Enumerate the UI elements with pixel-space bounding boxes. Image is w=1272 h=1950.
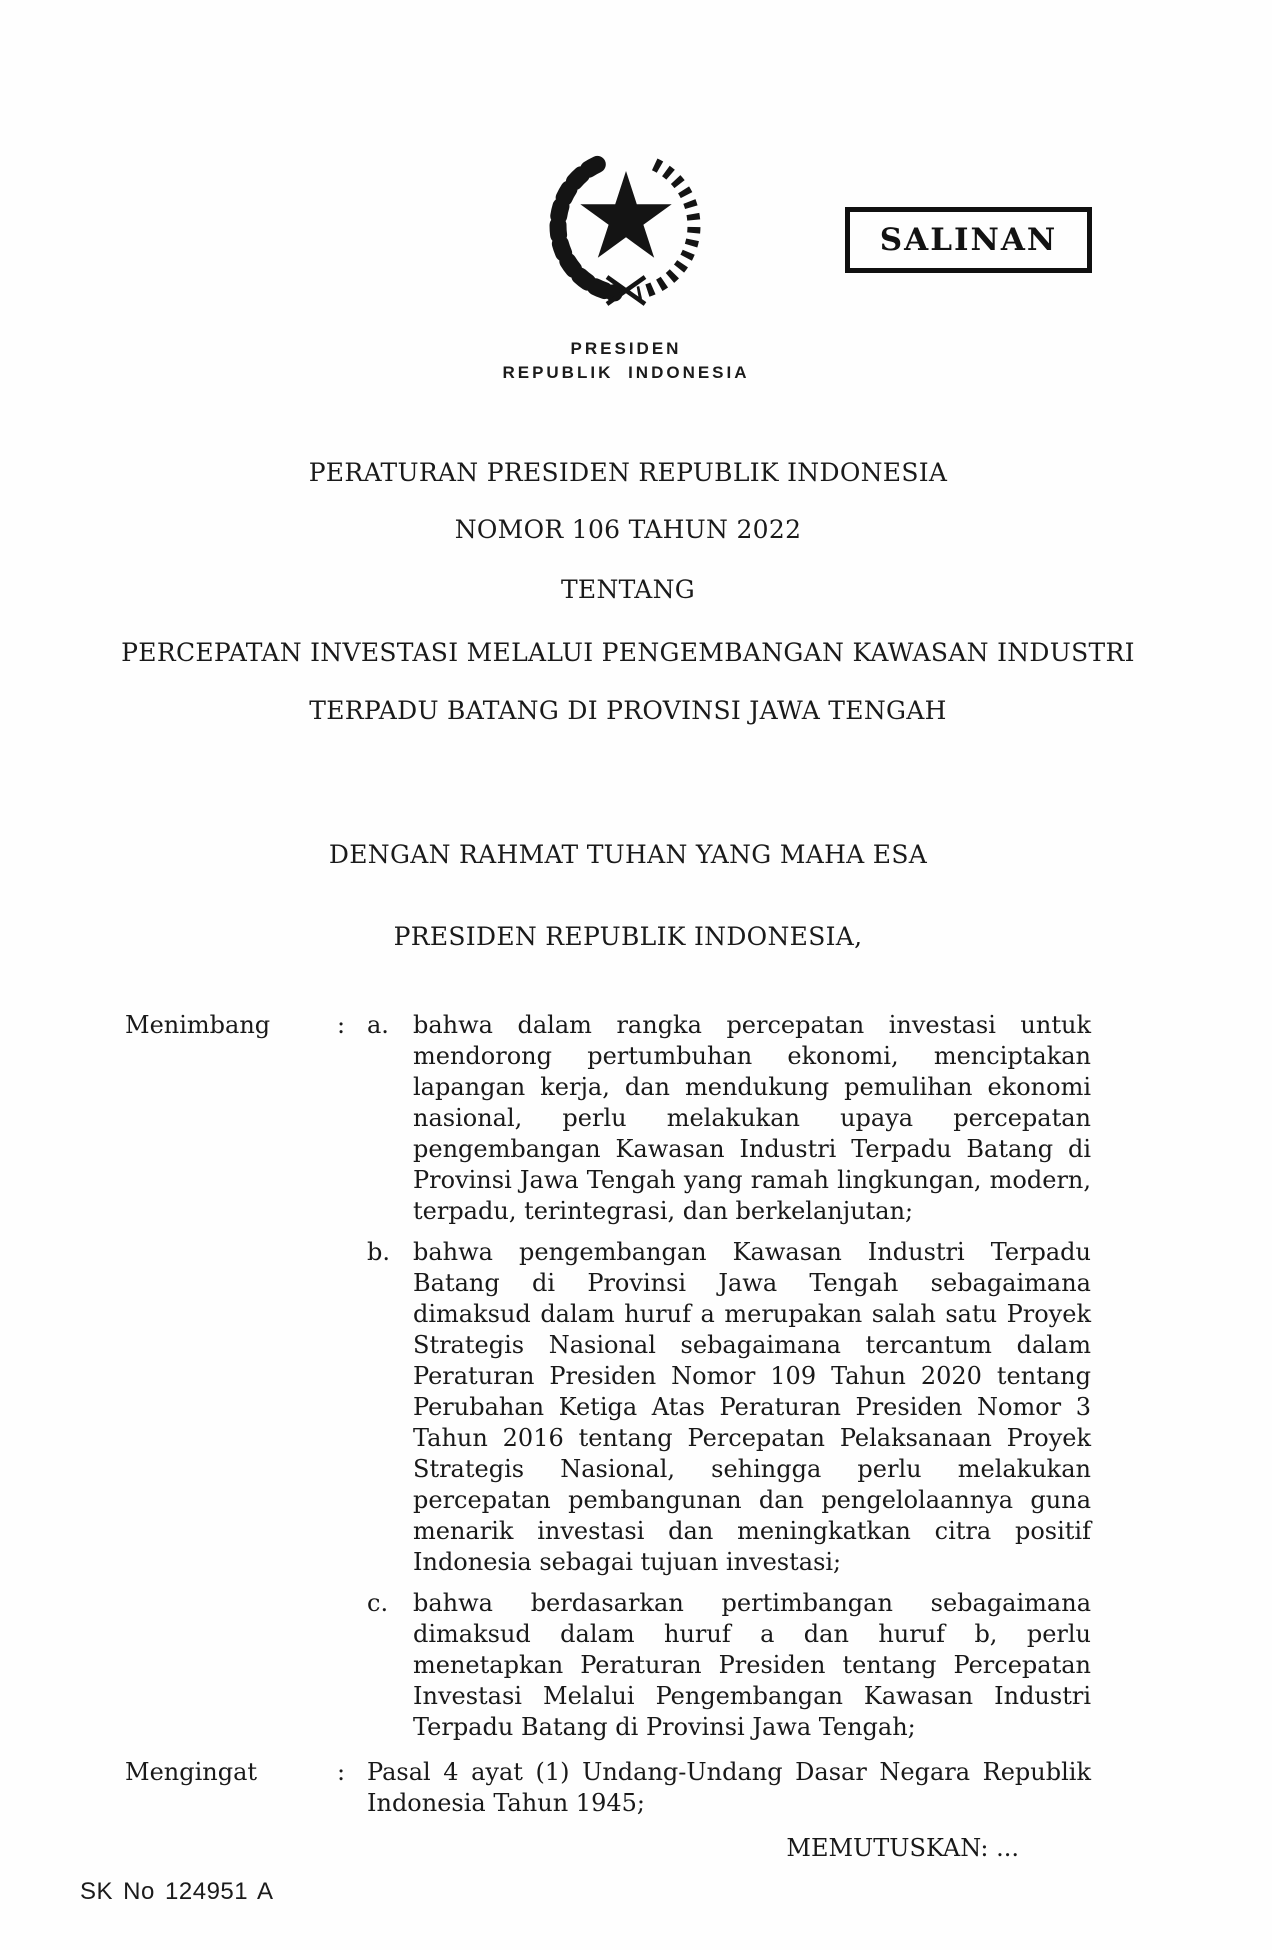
item-text: bahwa dalam rangka percepatan investasi untuk mendorong pertumbuhan ekonomi, menciptakan lapangan kerja, dan mendukung pemulihan ekonomi nasional, perlu melakukan upaya percepatan pengembangan Kawasan Industri Terpadu Batang di Provinsi Jawa Tengah yang ramah lingkungan, modern, terpadu, terintegrasi, dan berkelanjutan; <box>413 1011 1091 1225</box>
considering-item-a <box>367 1010 1105 1227</box>
star-wreath-icon <box>541 140 711 312</box>
item-marker: c. <box>367 1589 389 1617</box>
item-marker: b. <box>367 1238 390 1266</box>
considering-label: Menimbang <box>125 1011 271 1039</box>
sk-number: SK No 124951 A <box>80 1878 274 1905</box>
letterhead-presiden: PRESIDEN <box>570 339 682 358</box>
regulation-subject-line-2: TERPADU BATANG DI PROVINSI JAWA TENGAH <box>309 696 947 725</box>
considering-items <box>367 1010 1105 1753</box>
document-body <box>125 1010 1105 1864</box>
preamble-authority: PRESIDEN REPUBLIK INDONESIA, <box>393 922 863 951</box>
presidential-emblem <box>541 140 711 312</box>
letterhead-republik-indonesia: REPUBLIK INDONESIA <box>502 363 750 382</box>
decision-line: MEMUTUSKAN: ... <box>786 1834 1019 1862</box>
considering-item-c <box>367 1588 1105 1743</box>
regulation-subject-line-1: PERCEPATAN INVESTASI MELALUI PENGEMBANGAN KAWASAN INDUSTRI <box>121 638 1135 667</box>
recalling-section <box>125 1757 1105 1819</box>
regulation-number: NOMOR 106 TAHUN 2022 <box>454 515 802 544</box>
considering-item-b <box>367 1237 1105 1578</box>
item-text: bahwa pengembangan Kawasan Industri Terpadu Batang di Provinsi Jawa Tengah sebagaimana dimaksud dalam huruf a merupakan salah satu Proyek Strategis Nasional sebagaimana tercantum dalam Peraturan Presiden Nomor 109 Tahun 2020 tentang Perubahan Ketiga Atas Peraturan Presiden Nomor 3 Tahun 2016 tentang Percepatan Pelaksanaan Proyek Strategis Nasional, sehingga perlu melakukan percepatan pembangunan dan pengelolaannya guna menarik investasi dan meningkatkan citra positif Indonesia sebagai tujuan investasi; <box>413 1238 1091 1576</box>
salinan-stamp <box>845 207 1092 273</box>
tentang-label: TENTANG <box>560 575 696 604</box>
item-text: bahwa berdasarkan pertimbangan sebagaimana dimaksud dalam huruf a dan huruf b, perlu menetapkan Peraturan Presiden tentang Percepatan Investasi Melalui Pengembangan Kawasan Industri Terpadu Batang di Provinsi Jawa Tengah; <box>413 1589 1091 1741</box>
recalling-label: Mengingat <box>125 1758 258 1786</box>
preamble-invocation: DENGAN RAHMAT TUHAN YANG MAHA ESA <box>328 840 928 869</box>
recalling-text: Pasal 4 ayat (1) Undang-Undang Dasar Negara Republik Indonesia Tahun 1945; <box>367 1758 1091 1817</box>
item-marker: a. <box>367 1011 389 1039</box>
letterhead <box>376 337 876 385</box>
regulation-title: PERATURAN PRESIDEN REPUBLIK INDONESIA <box>308 458 948 487</box>
considering-section <box>125 1010 1105 1753</box>
salinan-stamp-label: SALINAN <box>879 222 1058 258</box>
considering-colon: : <box>337 1011 346 1039</box>
recalling-colon: : <box>337 1758 346 1786</box>
